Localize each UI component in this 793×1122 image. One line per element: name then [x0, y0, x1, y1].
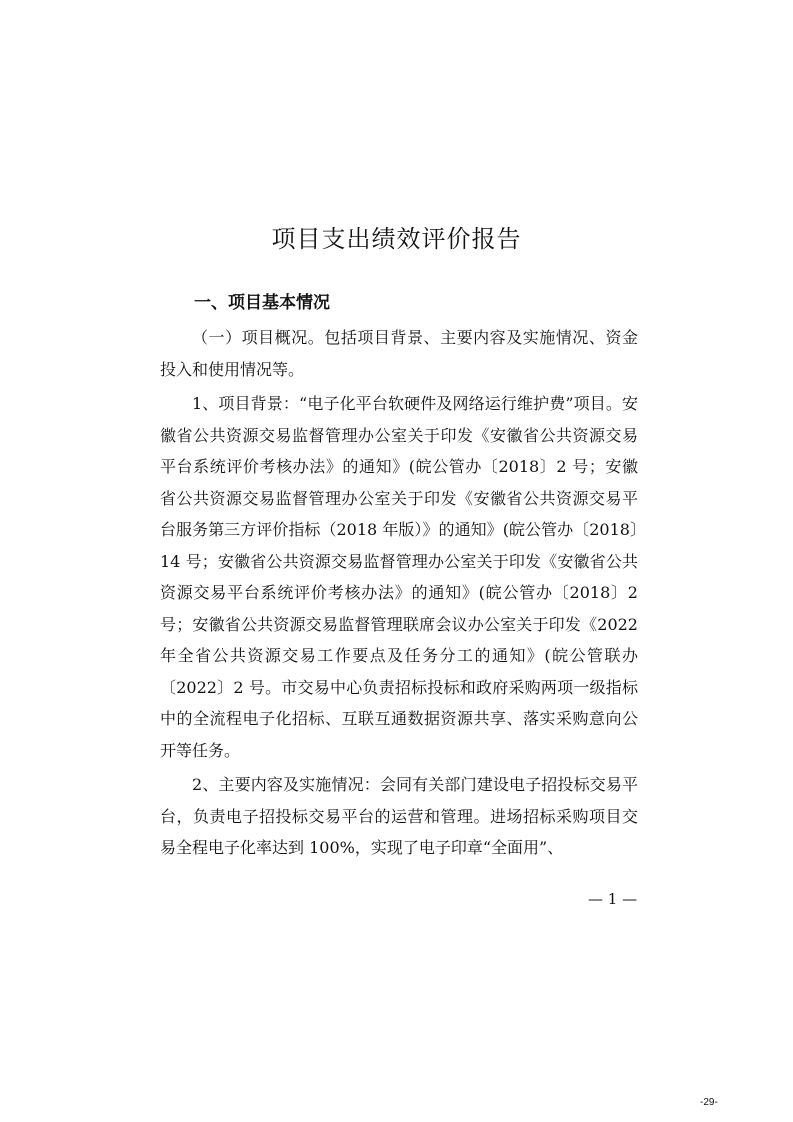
- footer-page-number: -29-: [700, 1097, 718, 1108]
- page-number: — 1 —: [588, 890, 638, 908]
- section-heading: 一、项目基本情况: [194, 293, 330, 313]
- paragraph-content: 2、主要内容及实施情况：会同有关部门建设电子招投标交易平台，负责电子招投标交易平台的运营和管理。进场招标采购项目交易全程电子化率达到 100%，实现了电子印章“全面用”、: [160, 775, 638, 857]
- paragraph-overview: （一）项目概况。包括项目背景、主要内容及实施情况、资金投入和使用情况等。: [160, 328, 638, 379]
- body-text: [160, 322, 638, 867]
- paragraph-background: 1、项目背景：“电子化平台软硬件及网络运行维护费”项目。安徽省公共资源交易监督管理办公室关于印发《安徽省公共资源交易平台系统评价考核办法》的通知》(皖公管办〔2018〕2 号；安徽省公共资源交易监督管理办公室关于印发《安徽省公共资源交易平台服务第三方评价指标（2018 年版）》的通知》(皖公管办〔2018〕14 号；安徽省公共资源交易监督管理办公室关于印发《安徽省公共资源交易平台系统评价考核办法》的通知》(皖公管办〔2018〕2 号；安徽省公共资源交易监督管理联席会议办公室关于印发《2022 年全省公共资源交易工作要点及任务分工的通知》(皖公管联办〔2022〕2 号。市交易中心负责招标投标和政府采购两项一级指标中的全流程电子化招标、互联互通数据资源共享、落实采购意向公开等任务。: [160, 394, 638, 760]
- document-title: 项目支出绩效评价报告: [271, 225, 522, 253]
